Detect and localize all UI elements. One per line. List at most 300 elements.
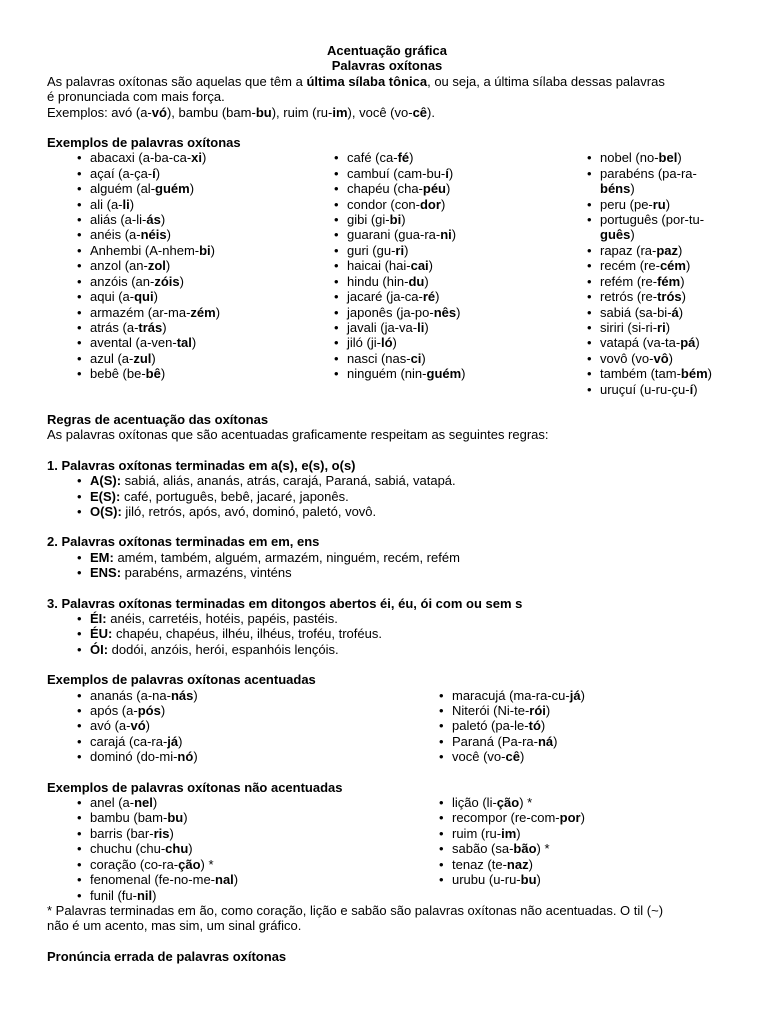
list-item [304,227,557,242]
bold-text: nel [134,795,153,811]
bold-text: cai [410,258,429,274]
text-run: haicai (hai- [347,258,411,274]
text-run: ) [152,887,157,903]
text-run: ) [545,703,551,719]
list-item [304,181,557,196]
text-run: rapaz (ra- [600,242,657,258]
accented-columns [47,688,727,765]
bold-text: ÓI: [90,641,109,657]
text-run: anzóis (an- [90,273,155,289]
text-run: ) [189,181,195,197]
bold-text: vó [130,718,146,734]
bold-text: já [167,733,179,749]
text-run: ) [392,335,397,351]
section-heading-unaccented: Exemplos de palavras oxítonas não acentuadas [47,779,343,795]
text-run: nobel (no- [600,150,659,166]
text-run: ) [169,825,174,841]
bold-text: im [501,825,517,841]
bold-text: zol [147,258,166,274]
unaccented-columns [47,795,727,903]
text-run: ) [202,150,207,166]
list-item [304,320,557,335]
list-item [409,718,727,733]
bold-text: du [408,273,425,289]
text-run: nasci (nas- [347,350,411,366]
bold-text: ção [496,795,520,811]
text-run: alguém (al- [90,181,156,197]
text-run: ) [210,242,216,258]
rules-text: As palavras oxítonas que são acentuadas graficamente respeitam as seguintes regras: [47,427,549,443]
text-run: ) [409,150,414,166]
bold-text: ÉI: [90,611,107,626]
list-item [47,212,304,227]
list-item [47,351,304,366]
text-run: recompor (re-com- [452,810,560,826]
list-item [557,274,727,289]
list-item [47,243,304,258]
list-item [409,826,727,841]
text-run: ) [536,872,541,888]
bold-text: fém [657,273,681,289]
bold-text: nó [177,749,194,765]
list-item [557,366,727,381]
rule-3-list [47,611,727,657]
bold-text: dor [419,196,441,212]
text-run: ) [424,319,429,335]
text-run: anéis, carretéis, hotéis, papéis, pastéis. [106,611,338,626]
list-item [47,872,409,887]
bold-text: ri [657,319,666,335]
bold-text: nás [170,687,194,703]
text-run: ) [685,258,691,274]
text-run: bambu (bam- [90,810,168,826]
text-run: ), você (vo- [347,104,413,120]
text-run: ) [665,196,671,212]
text-run: coração (co-ra- [90,856,179,872]
list-item [47,150,304,165]
text-run: ) [129,196,135,212]
text-run: é pronunciada com mais força. [47,89,225,105]
list-item [47,795,409,810]
bold-text: trás [138,319,163,335]
text-run: açaí (a-ça- [90,165,153,181]
bold-text: guês [600,227,631,243]
bold-text: bu [167,810,184,826]
rule-1-heading: 1. Palavras oxítonas terminadas em a(s), e(s), o(s) [47,457,356,473]
list-item [47,611,727,626]
text-run: ) [707,366,712,382]
list-item [47,289,304,304]
bold-text: li [122,196,130,212]
accented-column [47,688,409,765]
text-run: Exemplos: avó (a- [47,104,152,120]
text-run: paletó (pa-le- [452,718,529,734]
bold-text: li [417,319,425,335]
list-item [47,688,409,703]
bold-text: í [445,165,449,181]
section-heading-accented: Exemplos de palavras oxítonas acentuadas [47,672,316,688]
text-run: siriri (si-ri- [600,319,658,335]
text-run: ) [440,196,446,212]
text-run: vovô (vo- [600,350,654,366]
text-run: ) [678,242,683,258]
section-heading-rules: Regras de acentuação das oxítonas [47,411,269,427]
text-run: ) [178,733,183,749]
text-run: refém (re- [600,273,658,289]
list-item [557,382,727,397]
bold-text: ci [410,350,422,366]
bold-text: guém [155,181,190,197]
bold-text: ló [380,335,393,351]
list-item [47,550,727,565]
text-run: jacaré (ja-ca- [347,289,423,305]
list-item [47,320,304,335]
bold-text: zóis [154,273,180,289]
unaccented-column [47,795,409,903]
text-run: ) [160,212,166,228]
text-run: ) [188,841,193,857]
unaccented-column [409,795,727,903]
list-item [47,810,409,825]
bold-text: bi [199,242,211,258]
text-run: vatapá (va-ta- [600,335,681,351]
text-run: ) [540,718,546,734]
intro-line [47,74,727,89]
text-run: ) [456,304,461,320]
bold-text: paz [656,242,679,258]
text-run: parabéns (pa-ra- [600,165,697,181]
text-run: ) [193,749,198,765]
bold-text: nês [433,304,457,320]
bold-text: naz [506,856,529,872]
examples-column [557,150,727,397]
bold-text: zul [133,350,152,366]
rule-2-heading: 2. Palavras oxítonas terminadas em em, ens [47,534,320,550]
section-heading-wrong-pronunciation: Pronúncia errada de palavras oxítonas [47,948,287,964]
text-run: recém (re- [600,258,660,274]
bold-text: néis [140,227,167,243]
text-run: aliás (a-li- [90,212,147,228]
list-item [47,227,304,242]
text-run: lição (li- [452,795,497,811]
text-run: jiló (ji- [347,335,381,351]
text-run: após (a- [90,703,138,719]
bold-text: tal [176,335,192,351]
text-run: ) * [536,841,550,857]
text-run: ) [680,273,685,289]
text-run: dominó (do-mi- [90,749,178,765]
list-item [304,166,557,181]
list-item [557,335,727,350]
bold-text: pós [137,703,161,719]
bold-text: á [671,304,679,320]
list-item [409,703,727,718]
text-run: ) [179,273,184,289]
list-item [557,166,727,197]
text-run: ) [580,687,585,703]
examples-column [47,150,304,397]
list-item [557,197,727,212]
bold-text: ni [440,227,452,243]
list-item [47,749,409,764]
text-run: anel (a- [90,795,135,811]
list-item [409,734,727,749]
list-item [304,243,557,258]
text-run: ) [428,258,434,274]
text-run: Anhembi (A-nhem- [90,242,200,258]
list-item [304,258,557,273]
footnote: não é um acento, mas sim, um sinal gráfico. [47,918,302,934]
bold-text: trós [657,289,682,305]
list-item [409,795,727,810]
text-run: ), bambu (bam- [166,104,256,120]
bold-text: ção [178,856,201,872]
text-run: carajá (ca-ra- [90,733,168,749]
list-item [47,718,409,733]
text-run: ) [152,795,158,811]
bold-text: ru [652,196,666,212]
document-page [47,43,727,964]
text-run: ruim (ru- [452,825,502,841]
bold-text: ás [146,212,161,228]
text-run: aqui (a- [90,289,135,305]
text-run: atrás (a- [90,319,139,335]
bold-text: bel [658,150,678,166]
text-run: ), ruim (ru- [271,104,333,120]
text-run: ) [668,350,673,366]
bold-text: fé [397,150,410,166]
text-run: sabão (sa- [452,841,514,857]
bold-text: cê [412,104,428,120]
footnote: * Palavras terminadas em ão, como coração, lição e sabão são palavras oxítonas não acentuadas. O til (~) [47,902,664,918]
bold-text: bê [145,366,161,382]
list-item [47,734,409,749]
bold-text: qui [134,289,154,305]
text-run: anzol (an- [90,258,148,274]
text-run: bebê (be- [90,366,146,382]
text-run: guri (gu- [347,242,396,258]
section-heading-examples: Exemplos de palavras oxítonas [47,135,241,151]
list-item [47,841,409,856]
bold-text: rói [529,703,546,719]
text-run: você (vo- [452,749,506,765]
list-item [557,289,727,304]
text-run: chapéu (cha- [347,181,423,197]
list-item [47,258,304,273]
list-item [304,150,557,165]
bold-text: pá [680,335,696,351]
bold-text: péu [422,181,447,197]
text-run: gibi (gi- [347,212,390,228]
text-run: ali (a- [90,196,123,212]
list-item [47,703,409,718]
text-run: dodói, anzóis, herói, espanhóis lençóis. [108,641,339,657]
text-run: ) [160,366,166,382]
list-item [557,150,727,165]
list-item [304,305,557,320]
list-item [47,473,727,488]
list-item [47,274,304,289]
text-run: ). [427,104,435,120]
accented-column [409,688,727,765]
text-run: ) [160,703,166,719]
bold-text: vô [653,350,669,366]
bold-text: bu [520,872,537,888]
text-run: cambuí (cam-bu- [347,165,446,181]
text-run: ) [446,181,451,197]
text-run: ) [404,242,409,258]
text-run: ) [630,227,635,243]
list-item [304,366,557,381]
intro-examples-line [47,105,727,120]
bold-text: cê [505,749,520,765]
text-run: café (ca- [347,150,398,166]
text-run: ) [155,165,161,181]
text-run: anéis (a- [90,227,141,243]
list-item [409,857,727,872]
list-item [557,305,727,320]
list-item [304,197,557,212]
text-run: fenomenal (fe-no-me- [90,872,215,888]
text-run: Paraná (Pa-ra- [452,733,538,749]
list-item [409,872,727,887]
text-run: ) [151,350,156,366]
text-run: chuchu (chu- [90,841,166,857]
text-run: ) [191,335,197,351]
text-run: ) [193,687,198,703]
text-run: ) [165,258,171,274]
rule-3-heading: 3. Palavras oxítonas terminadas em ditongos abertos éi, éu, ói com ou sem s [47,595,523,611]
bold-text: ri [395,242,405,258]
bold-text: guém [426,366,462,382]
text-run: funil (fu- [90,887,137,903]
bold-text: EM: [90,549,114,565]
text-run: ) [630,181,635,197]
text-run: ) [153,289,158,305]
bold-text: A(S): [90,473,122,489]
text-run: ananás (a-na- [90,687,171,703]
bold-text: bém [680,366,708,382]
text-run: ) [528,856,533,872]
examples-column [304,150,557,397]
list-item [47,504,727,519]
list-item [47,166,304,181]
list-item [557,243,727,258]
list-item [304,289,557,304]
bold-text: zém [190,304,216,320]
text-run: Niterói (Ni-te- [452,703,530,719]
list-item [47,181,304,196]
text-run: condor (con- [347,196,420,212]
list-item [409,688,727,703]
text-run: ninguém (nin- [347,366,427,382]
text-run: ) [145,718,150,734]
list-item [557,320,727,335]
text-run: ) [183,810,188,826]
text-run: amém, também, alguém, armazém, ninguém, recém, refém [113,549,460,565]
intro-line [47,89,727,104]
text-run: ) [401,212,406,228]
list-item [304,335,557,350]
list-item [304,212,557,227]
text-run: ) [215,304,221,320]
text-run: hindu (hin- [347,273,409,289]
text-run: chapéu, chapéus, ilhéu, ilhéus, troféu, troféus. [112,626,382,642]
text-run: ) [233,872,239,888]
bold-text: ris [153,825,170,841]
text-run: ) [580,810,585,826]
text-run: sabiá (sa-bi- [600,304,672,320]
bold-text: í [689,381,694,397]
text-run: ) [421,350,426,366]
bold-text: bão [513,841,537,857]
text-run: ) [162,319,167,335]
bold-text: E(S): [90,488,121,504]
list-item [47,826,409,841]
page-subtitle: Palavras oxítonas [331,58,443,74]
text-run: português (por-tu- [600,212,705,228]
text-run: uruçuí (u-ru-çu- [600,381,690,397]
list-item [47,489,727,504]
examples-columns [47,150,727,397]
bold-text: im [332,104,348,120]
bold-text: cém [659,258,686,274]
bold-text: chu [165,841,189,857]
list-item [47,857,409,872]
bold-text: nal [215,872,234,888]
text-run: ) [693,381,698,397]
list-item [409,749,727,764]
text-run: ) [665,319,671,335]
text-run: japonês (ja-po- [347,304,434,320]
bold-text: ENS: [90,565,122,581]
bold-text: ré [422,289,436,305]
rule-1-list [47,473,727,519]
bold-text: béns [600,181,631,197]
text-run: urubu (u-ru- [452,872,521,888]
list-item [47,565,727,580]
bold-text: í [152,165,156,181]
list-item [47,366,304,381]
text-run: ) [681,289,686,305]
text-run: ) * [519,795,533,811]
bold-text: tó [528,718,541,734]
text-run: ) [553,733,558,749]
bold-text: ná [537,733,554,749]
list-item [47,305,304,320]
text-run: azul (a- [90,350,134,366]
text-run: , ou seja, a última sílaba dessas palavras [427,73,665,89]
text-run: peru (pe- [600,196,653,212]
text-run: ) [424,273,429,289]
text-run: avental (a-ven- [90,335,177,351]
list-item [409,841,727,856]
text-run: maracujá (ma-ra-cu- [452,687,570,703]
bold-text: bu [255,104,272,120]
bold-text: bi [389,212,402,228]
text-run: As palavras oxítonas são aquelas que têm a [47,73,307,89]
list-item [47,888,409,903]
text-run: guarani (gua-ra- [347,227,441,243]
text-run: ) [678,304,684,320]
text-run: sabiá, aliás, ananás, atrás, carajá, Paraná, sabiá, vatapá. [121,473,456,489]
text-run: tenaz (te- [452,856,507,872]
bold-text: xi [191,150,202,166]
list-item [557,351,727,366]
text-run: ) [448,165,454,181]
text-run: ) [461,366,466,382]
bold-text: já [569,687,581,703]
